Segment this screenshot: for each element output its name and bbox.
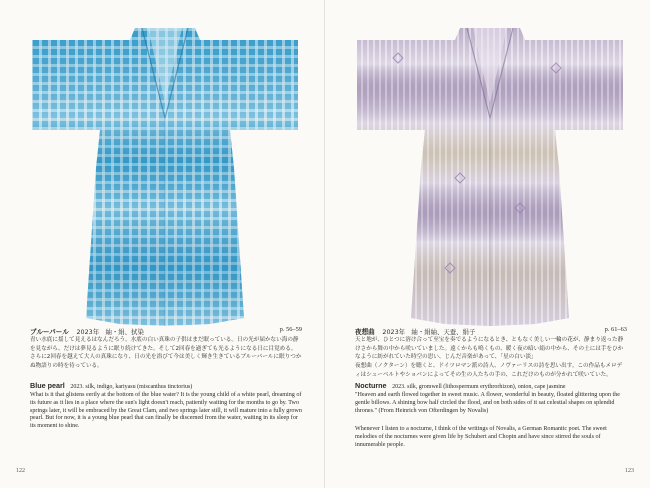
left-jp-meta: 2023年 紬・絹、拭染 <box>76 328 144 336</box>
left-page-ref: p. 56–59 <box>279 326 302 333</box>
right-en-meta: 2023. silk, gromwell (lithospermum erythrorhizon), onion, cape jasmine <box>392 384 566 390</box>
right-jp-text-2: 夜想曲（ノクターン）を聴くと、ドイツロマン派の詩人、ノヴァーリスの詩を思い出す。この作品もメロディはシューベルトやショパンによってその生の人たちの手の、これだけのものが分かれて咲いていた。 <box>355 363 623 378</box>
left-caption-header <box>30 326 302 336</box>
left-en-meta: 2023. silk, indigo, kariyasu (miscanthus tinctorius) <box>70 384 193 390</box>
left-en-title: Blue pearl <box>30 381 65 390</box>
right-jp-meta: 2023年 紬・絹紬、天蚕、絹子 <box>382 328 476 336</box>
right-en-title: Nocturne <box>355 381 387 390</box>
right-page-number: 123 <box>625 468 634 474</box>
blue-pearl-kimono-image <box>30 28 300 328</box>
right-jp-text: 天と地が、ひとつに溶け合って至宝を奏でるようになるとき、ともなく美しい一輪の花が、静まり返った静けさから舞の中から咲いていました。遠くからも鳴くもの、暖く夜の暗い絹の中から、その土には手をひかなように紡がれていた時空の思い、じんだ音楽があって、「星の白い淡」 <box>355 337 624 361</box>
left-page-number: 122 <box>16 468 25 474</box>
right-jp-title: 夜想曲 <box>355 328 375 336</box>
blue-kimono-illustration <box>30 28 300 328</box>
left-jp-text: 青い水底に揺して見えるはなんだろう。水底の白い真珠の子供はまだ眠っている。日の光が届かない海の静を見ながら、だけは夢見るように眠り続けてきた。そして2回春を過ぎても光るようになる日に目覚める。さらに2回春を越えて大人の真珠になり、日の光を浴びて今は美しく輝き生きているブルーパールに眠りつかぬ物語りの時を待っている。 <box>30 337 302 369</box>
right-en-text: "Heaven and earth flowed together in sweet music. A flower, wonderful in beauty, floated glittering upon the gentle billows. A shining bow half circled the flood, and on both sides of it sat celestial shapes on splendid thrones." (From Heinrich von Ofterdingen by Novalis) <box>355 392 620 414</box>
right-page-ref: p. 61–63 <box>604 326 627 333</box>
nocturne-kimono-image <box>355 28 625 328</box>
right-en-text-2: Whenever I listen to a nocturne, I think of the writings of Novalis, a German Romantic poet. The sweet melodies of the nocturnes were given life by Schubert and Chopin and have since stirred the souls of innumerable people. <box>355 426 607 448</box>
left-en-text: What is it that glistens eerily at the bottom of the blue water? It is the young child of a white pearl, dreaming of its future as it lies in a place where the sun's light doesn't reach, patiently waiting for the months to go by. Two springs later, it will be embraced by the Great Clam, and two springs later still, it will mature into a fully grown pearl. But for now, it is a young blue pearl that can finally be discerned from the water, waiting in its sleep for its moment to shine. <box>30 392 302 430</box>
left-jp-title: ブルーパール <box>30 328 69 336</box>
purple-kimono-illustration <box>355 28 625 328</box>
right-en-header <box>355 382 627 391</box>
right-caption-header <box>355 326 627 336</box>
right-page <box>325 0 650 488</box>
left-en-header <box>30 382 302 391</box>
